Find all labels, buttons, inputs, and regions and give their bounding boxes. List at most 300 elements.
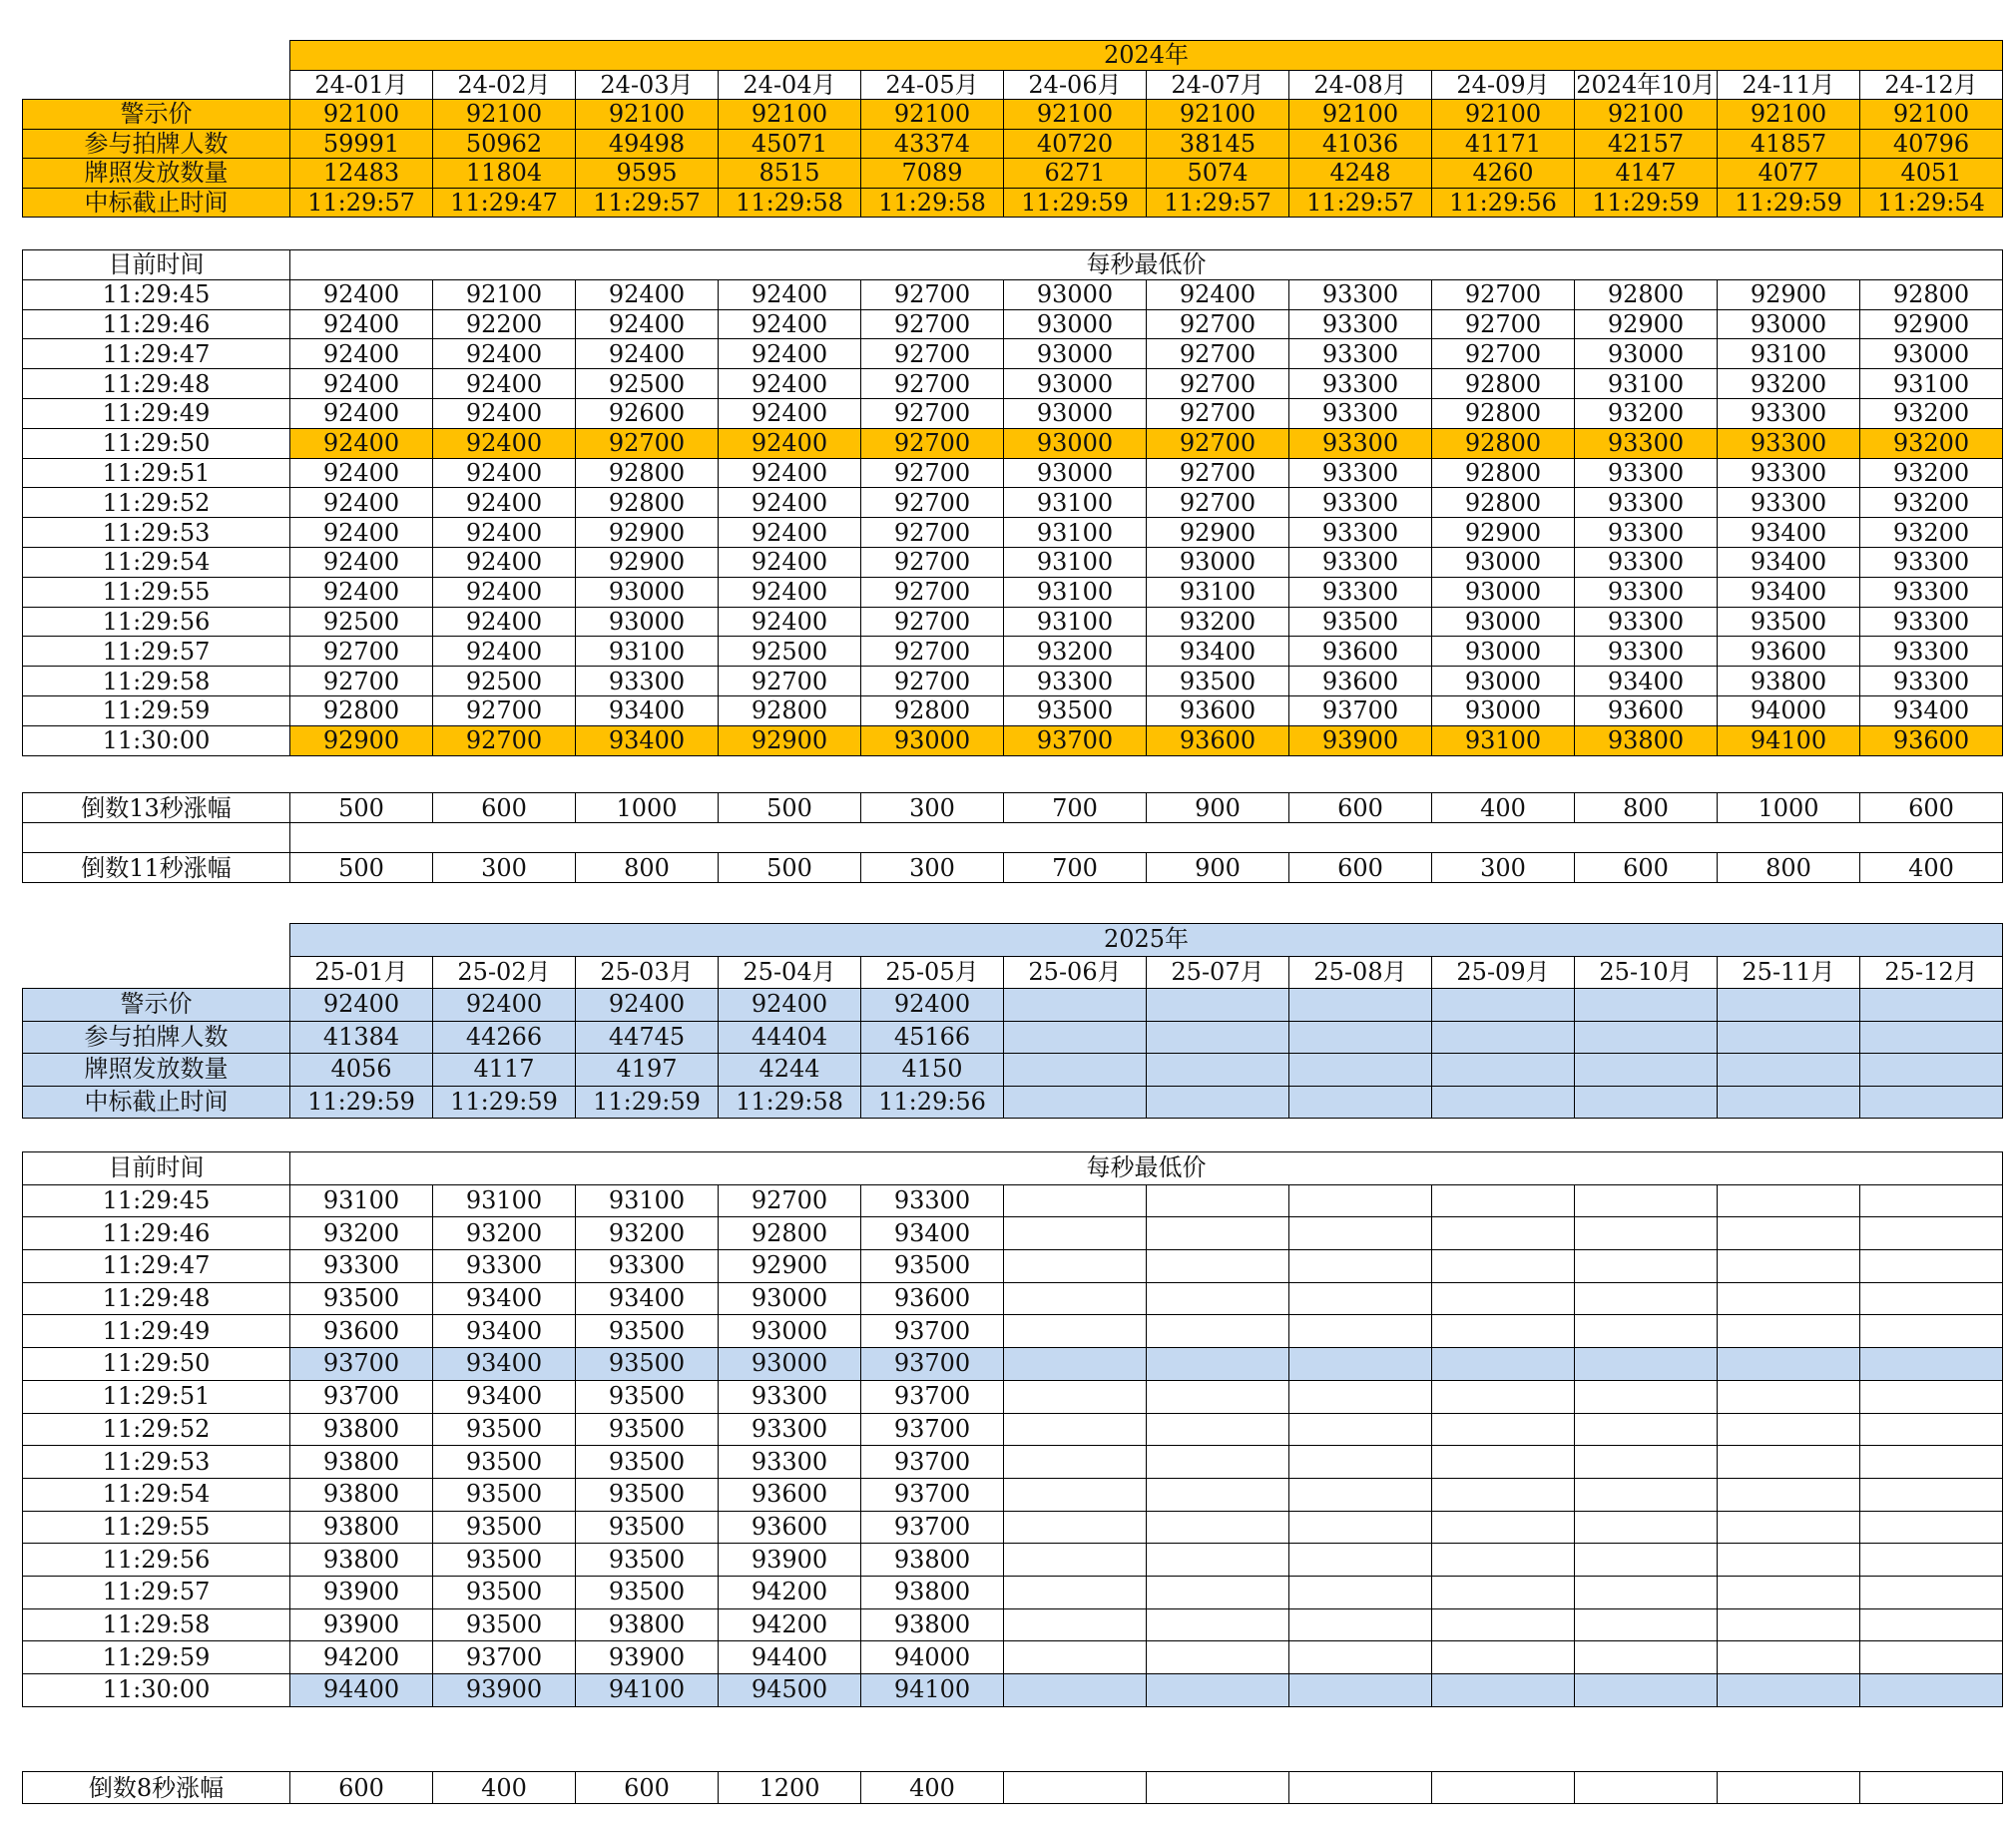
price-cell — [1004, 1380, 1147, 1413]
price-cell: 92400 — [719, 279, 861, 309]
price-cell: 92700 — [861, 458, 1004, 488]
price-cell — [1289, 1315, 1432, 1348]
price-cell: 92800 — [576, 458, 719, 488]
price-cell: 92700 — [1147, 369, 1289, 399]
price-cell — [1432, 1576, 1575, 1608]
price-cell — [1860, 1413, 2003, 1446]
price-cell: 92800 — [1575, 279, 1718, 309]
summary-value — [1004, 1086, 1147, 1119]
seconds-row — [23, 1576, 2003, 1608]
seconds-table-2025 — [22, 1151, 2003, 1707]
price-cell: 93800 — [576, 1608, 719, 1641]
rise-value — [1432, 1772, 1575, 1804]
price-cell: 93000 — [719, 1315, 861, 1348]
price-cell: 93800 — [290, 1413, 433, 1446]
price-cell: 93300 — [1289, 339, 1432, 369]
rise-value: 900 — [1147, 793, 1289, 823]
price-cell: 93400 — [433, 1315, 576, 1348]
price-cell: 93900 — [290, 1576, 433, 1608]
seconds-row — [23, 488, 2003, 518]
month-header: 24-12月 — [1860, 70, 2003, 100]
seconds-row — [23, 1250, 2003, 1283]
time-cell: 11:29:52 — [23, 1413, 290, 1446]
price-cell: 93300 — [290, 1250, 433, 1283]
rise-value: 800 — [1575, 793, 1718, 823]
summary-value: 11:29:59 — [576, 1086, 719, 1119]
rise-value: 500 — [719, 853, 861, 883]
price-cell — [1147, 1380, 1289, 1413]
summary-value: 92100 — [1004, 100, 1147, 130]
price-cell: 92500 — [290, 607, 433, 637]
price-cell: 93300 — [1575, 518, 1718, 548]
summary-value: 92400 — [861, 989, 1004, 1022]
price-cell: 93000 — [1432, 577, 1575, 607]
price-cell: 92800 — [861, 695, 1004, 725]
price-cell: 93200 — [1860, 518, 2003, 548]
price-cell: 93600 — [1289, 667, 1432, 696]
price-cell: 93000 — [861, 725, 1004, 755]
month-header: 25-06月 — [1004, 956, 1147, 989]
price-cell: 93300 — [1718, 488, 1860, 518]
month-header: 24-01月 — [290, 70, 433, 100]
blank-corner — [23, 924, 290, 957]
price-cell: 93100 — [1575, 369, 1718, 399]
price-cell: 93700 — [861, 1348, 1004, 1381]
summary-value: 50962 — [433, 129, 576, 159]
price-cell — [1004, 1282, 1147, 1315]
summary-value: 92400 — [433, 989, 576, 1022]
price-cell — [1575, 1348, 1718, 1381]
price-cell: 93500 — [433, 1544, 576, 1577]
seconds-header-row — [23, 1152, 2003, 1185]
price-cell: 92900 — [1575, 309, 1718, 339]
seconds-row — [23, 1544, 2003, 1577]
seconds-row — [23, 1511, 2003, 1544]
time-cell: 11:29:58 — [23, 667, 290, 696]
price-cell — [1718, 1348, 1860, 1381]
price-cell: 93300 — [1289, 518, 1432, 548]
summary-value: 42157 — [1575, 129, 1718, 159]
price-cell: 92900 — [1147, 518, 1289, 548]
time-cell: 11:29:53 — [23, 518, 290, 548]
rise-value: 400 — [861, 1772, 1004, 1804]
summary-value: 38145 — [1147, 129, 1289, 159]
price-cell: 93800 — [290, 1446, 433, 1479]
summary-value: 49498 — [576, 129, 719, 159]
price-cell: 92700 — [861, 607, 1004, 637]
price-cell: 93700 — [861, 1511, 1004, 1544]
price-cell: 92700 — [719, 1184, 861, 1217]
price-cell: 93900 — [290, 1608, 433, 1641]
price-cell: 93100 — [1718, 339, 1860, 369]
price-cell: 93500 — [433, 1511, 576, 1544]
price-cell: 93500 — [576, 1348, 719, 1381]
price-cell: 92500 — [576, 369, 719, 399]
blank-corner — [23, 956, 290, 989]
seconds-row — [23, 637, 2003, 667]
seconds-row — [23, 1413, 2003, 1446]
price-cell: 92400 — [719, 309, 861, 339]
summary-value: 41171 — [1432, 129, 1575, 159]
price-cell: 93600 — [1147, 725, 1289, 755]
summary-value: 8515 — [719, 159, 861, 189]
price-cell: 92400 — [290, 309, 433, 339]
price-cell: 94000 — [861, 1641, 1004, 1674]
summary-value: 4197 — [576, 1054, 719, 1087]
price-cell: 94100 — [576, 1674, 719, 1707]
year-label: 2025年 — [290, 924, 2003, 957]
price-cell: 92700 — [719, 667, 861, 696]
time-cell: 11:29:56 — [23, 607, 290, 637]
price-cell: 92700 — [861, 339, 1004, 369]
price-cell: 92400 — [433, 428, 576, 458]
price-cell — [1289, 1282, 1432, 1315]
price-cell: 93300 — [1289, 577, 1432, 607]
price-cell: 92700 — [861, 488, 1004, 518]
price-cell: 93300 — [576, 667, 719, 696]
time-cell: 11:29:52 — [23, 488, 290, 518]
summary-value — [1147, 989, 1289, 1022]
price-cell: 93000 — [1004, 279, 1147, 309]
price-cell: 92800 — [1432, 428, 1575, 458]
price-cell: 93700 — [290, 1380, 433, 1413]
rise-value: 300 — [433, 853, 576, 883]
price-cell — [1432, 1544, 1575, 1577]
price-cell — [1004, 1413, 1147, 1446]
price-cell: 93300 — [1575, 458, 1718, 488]
summary-value: 11:29:47 — [433, 188, 576, 218]
month-header-row — [23, 70, 2003, 100]
summary-value — [1432, 1054, 1575, 1087]
price-cell: 93600 — [290, 1315, 433, 1348]
price-cell: 94500 — [719, 1674, 861, 1707]
price-cell — [1718, 1478, 1860, 1511]
price-cell: 93600 — [861, 1282, 1004, 1315]
seconds-row — [23, 428, 2003, 458]
summary-value: 4147 — [1575, 159, 1718, 189]
month-header: 25-08月 — [1289, 956, 1432, 989]
price-cell: 93300 — [1289, 309, 1432, 339]
price-cell: 93000 — [719, 1282, 861, 1315]
rise-value: 1000 — [1718, 793, 1860, 823]
price-cell: 93300 — [719, 1380, 861, 1413]
price-cell: 92400 — [719, 428, 861, 458]
rise-value: 600 — [1289, 793, 1432, 823]
price-cell: 93300 — [1289, 369, 1432, 399]
price-cell — [1432, 1348, 1575, 1381]
price-cell — [1147, 1544, 1289, 1577]
price-cell: 92900 — [719, 725, 861, 755]
price-cell: 93400 — [433, 1282, 576, 1315]
rise-value: 600 — [1860, 793, 2003, 823]
price-cell: 93300 — [1718, 458, 1860, 488]
price-cell: 93100 — [1004, 577, 1147, 607]
price-cell — [1289, 1641, 1432, 1674]
summary-value: 5074 — [1147, 159, 1289, 189]
price-cell — [1432, 1478, 1575, 1511]
price-cell — [1147, 1576, 1289, 1608]
price-cell: 92400 — [719, 577, 861, 607]
price-cell — [1289, 1348, 1432, 1381]
price-cell: 94400 — [719, 1641, 861, 1674]
price-cell — [1860, 1217, 2003, 1250]
price-cell — [1575, 1380, 1718, 1413]
price-cell — [1289, 1250, 1432, 1283]
price-cell — [1575, 1315, 1718, 1348]
rise-value: 800 — [1718, 853, 1860, 883]
price-cell: 92400 — [290, 339, 433, 369]
price-cell — [1575, 1511, 1718, 1544]
seconds-row — [23, 695, 2003, 725]
summary-value: 11:29:56 — [1432, 188, 1575, 218]
price-cell: 93100 — [1860, 369, 2003, 399]
price-cell: 93300 — [1860, 667, 2003, 696]
blank-corner — [23, 41, 290, 71]
rise-value — [1860, 1772, 2003, 1804]
price-cell: 92700 — [1147, 488, 1289, 518]
price-cell: 92700 — [1147, 458, 1289, 488]
price-cell — [1004, 1544, 1147, 1577]
summary-value — [1289, 1086, 1432, 1119]
summary-row — [23, 1086, 2003, 1119]
price-cell — [1004, 1348, 1147, 1381]
price-cell: 92900 — [1432, 518, 1575, 548]
price-cell — [1575, 1217, 1718, 1250]
price-cell: 93100 — [1432, 725, 1575, 755]
price-cell: 93300 — [1860, 607, 2003, 637]
price-cell — [1432, 1250, 1575, 1283]
price-cell: 93200 — [1860, 428, 2003, 458]
price-cell: 93300 — [719, 1446, 861, 1479]
price-cell — [1575, 1413, 1718, 1446]
seconds-table-2024 — [22, 249, 2003, 756]
price-cell — [1004, 1478, 1147, 1511]
seconds-row — [23, 518, 2003, 548]
month-header: 25-09月 — [1432, 956, 1575, 989]
rise-value: 600 — [576, 1772, 719, 1804]
time-cell: 11:29:49 — [23, 1315, 290, 1348]
price-cell — [1147, 1446, 1289, 1479]
summary-value: 40796 — [1860, 129, 2003, 159]
summary-value: 11:29:58 — [719, 188, 861, 218]
rise-row — [23, 853, 2003, 883]
price-cell: 93800 — [1718, 667, 1860, 696]
price-cell: 94200 — [719, 1608, 861, 1641]
month-header: 25-01月 — [290, 956, 433, 989]
price-cell — [1718, 1544, 1860, 1577]
price-cell: 94400 — [290, 1674, 433, 1707]
price-cell: 93900 — [1289, 725, 1432, 755]
price-cell: 92400 — [290, 547, 433, 577]
price-cell: 92400 — [433, 577, 576, 607]
year-row — [23, 924, 2003, 957]
summary-table-2024 — [22, 40, 2003, 218]
price-cell: 92700 — [861, 547, 1004, 577]
price-cell: 92400 — [719, 369, 861, 399]
seconds-header-row — [23, 250, 2003, 280]
summary-value: 4077 — [1718, 159, 1860, 189]
price-cell: 94100 — [1718, 725, 1860, 755]
price-cell: 92700 — [290, 637, 433, 667]
price-cell: 92900 — [719, 1250, 861, 1283]
rise-row — [23, 1772, 2003, 1804]
summary-value: 11:29:59 — [433, 1086, 576, 1119]
rise-value — [1004, 1772, 1147, 1804]
price-cell: 92800 — [1432, 369, 1575, 399]
rise-value: 700 — [1004, 793, 1147, 823]
summary-value: 4051 — [1860, 159, 2003, 189]
price-cell: 93200 — [433, 1217, 576, 1250]
price-cell — [1147, 1184, 1289, 1217]
price-cell — [1860, 1184, 2003, 1217]
price-cell: 93100 — [1004, 607, 1147, 637]
summary-value — [1575, 1021, 1718, 1054]
price-cell: 93000 — [719, 1348, 861, 1381]
rise-value: 300 — [1432, 853, 1575, 883]
price-cell: 93500 — [1289, 607, 1432, 637]
price-cell: 93000 — [1575, 339, 1718, 369]
summary-label: 参与拍牌人数 — [23, 129, 290, 159]
price-cell — [1718, 1446, 1860, 1479]
time-cell: 11:29:54 — [23, 547, 290, 577]
summary-value: 7089 — [861, 159, 1004, 189]
rise-value: 300 — [861, 793, 1004, 823]
summary-value: 92100 — [719, 100, 861, 130]
price-cell: 93200 — [1575, 398, 1718, 428]
rise-value: 1200 — [719, 1772, 861, 1804]
price-cell — [1004, 1217, 1147, 1250]
time-cell: 11:29:59 — [23, 695, 290, 725]
price-cell: 92800 — [1432, 458, 1575, 488]
price-cell: 93300 — [1718, 398, 1860, 428]
time-cell: 11:29:55 — [23, 1511, 290, 1544]
time-cell: 11:29:55 — [23, 577, 290, 607]
price-cell: 93700 — [433, 1641, 576, 1674]
price-cell: 92800 — [719, 695, 861, 725]
price-cell: 93300 — [1575, 607, 1718, 637]
time-cell: 11:29:58 — [23, 1608, 290, 1641]
price-cell: 93000 — [1004, 458, 1147, 488]
price-cell: 93300 — [1575, 637, 1718, 667]
price-cell: 92700 — [1432, 309, 1575, 339]
summary-value: 4248 — [1289, 159, 1432, 189]
summary-value: 11:29:58 — [861, 188, 1004, 218]
price-cell: 92400 — [719, 458, 861, 488]
price-cell: 92800 — [719, 1217, 861, 1250]
price-cell: 93000 — [1432, 637, 1575, 667]
summary-value: 9595 — [576, 159, 719, 189]
price-cell — [1432, 1380, 1575, 1413]
price-cell: 93700 — [290, 1348, 433, 1381]
price-cell: 92400 — [290, 577, 433, 607]
price-cell — [1004, 1184, 1147, 1217]
time-cell: 11:29:47 — [23, 1250, 290, 1283]
summary-value — [1575, 1086, 1718, 1119]
seconds-row — [23, 1380, 2003, 1413]
price-cell — [1289, 1511, 1432, 1544]
price-cell: 93000 — [1860, 339, 2003, 369]
price-cell — [1860, 1576, 2003, 1608]
month-header: 24-02月 — [433, 70, 576, 100]
summary-value — [1147, 1054, 1289, 1087]
summary-value: 92100 — [576, 100, 719, 130]
price-cell: 92800 — [576, 488, 719, 518]
seconds-row — [23, 1348, 2003, 1381]
price-cell: 93500 — [576, 1478, 719, 1511]
price-cell: 93300 — [576, 1250, 719, 1283]
price-cell — [1432, 1446, 1575, 1479]
summary-value: 59991 — [290, 129, 433, 159]
time-cell: 11:29:54 — [23, 1478, 290, 1511]
price-cell: 92400 — [719, 607, 861, 637]
time-cell: 11:29:46 — [23, 309, 290, 339]
summary-value — [1860, 1021, 2003, 1054]
price-cell — [1432, 1674, 1575, 1707]
price-cell: 92900 — [576, 547, 719, 577]
price-cell — [1147, 1641, 1289, 1674]
price-cell: 92700 — [1432, 279, 1575, 309]
price-cell: 93500 — [433, 1608, 576, 1641]
price-cell: 92400 — [433, 458, 576, 488]
rise-value: 500 — [719, 793, 861, 823]
rise-row — [23, 793, 2003, 823]
time-header: 目前时间 — [23, 1152, 290, 1185]
rise-value: 400 — [1432, 793, 1575, 823]
summary-value — [1432, 1021, 1575, 1054]
price-cell: 92800 — [1860, 279, 2003, 309]
price-cell: 93300 — [1575, 547, 1718, 577]
price-cell: 93800 — [290, 1478, 433, 1511]
time-cell: 11:29:45 — [23, 1184, 290, 1217]
rise-label: 倒数13秒涨幅 — [23, 793, 290, 823]
price-cell: 92700 — [861, 369, 1004, 399]
price-cell — [1718, 1315, 1860, 1348]
price-cell: 92700 — [1432, 339, 1575, 369]
summary-value: 4056 — [290, 1054, 433, 1087]
price-cell — [1718, 1511, 1860, 1544]
time-cell: 11:30:00 — [23, 725, 290, 755]
summary-value — [1147, 1086, 1289, 1119]
price-cell: 93800 — [861, 1608, 1004, 1641]
price-cell: 92400 — [433, 369, 576, 399]
summary-label: 警示价 — [23, 989, 290, 1022]
price-cell: 92400 — [290, 279, 433, 309]
seconds-row — [23, 1315, 2003, 1348]
price-cell — [1147, 1315, 1289, 1348]
price-cell — [1004, 1511, 1147, 1544]
seconds-row — [23, 725, 2003, 755]
price-cell — [1289, 1478, 1432, 1511]
price-cell: 93100 — [576, 1184, 719, 1217]
seconds-row — [23, 1217, 2003, 1250]
price-cell — [1718, 1217, 1860, 1250]
price-cell: 92700 — [1147, 309, 1289, 339]
seconds-row — [23, 1478, 2003, 1511]
rise-value: 400 — [433, 1772, 576, 1804]
blank-corner — [23, 70, 290, 100]
price-cell: 93600 — [1575, 695, 1718, 725]
price-cell — [1718, 1608, 1860, 1641]
price-cell: 93800 — [861, 1544, 1004, 1577]
price-cell: 93400 — [1718, 577, 1860, 607]
price-cell: 93200 — [1718, 369, 1860, 399]
summary-value: 43374 — [861, 129, 1004, 159]
year-row — [23, 41, 2003, 71]
summary-row — [23, 188, 2003, 218]
gap-row — [23, 823, 2003, 853]
rise-table-2025 — [22, 1771, 2003, 1804]
price-cell: 93900 — [719, 1544, 861, 1577]
